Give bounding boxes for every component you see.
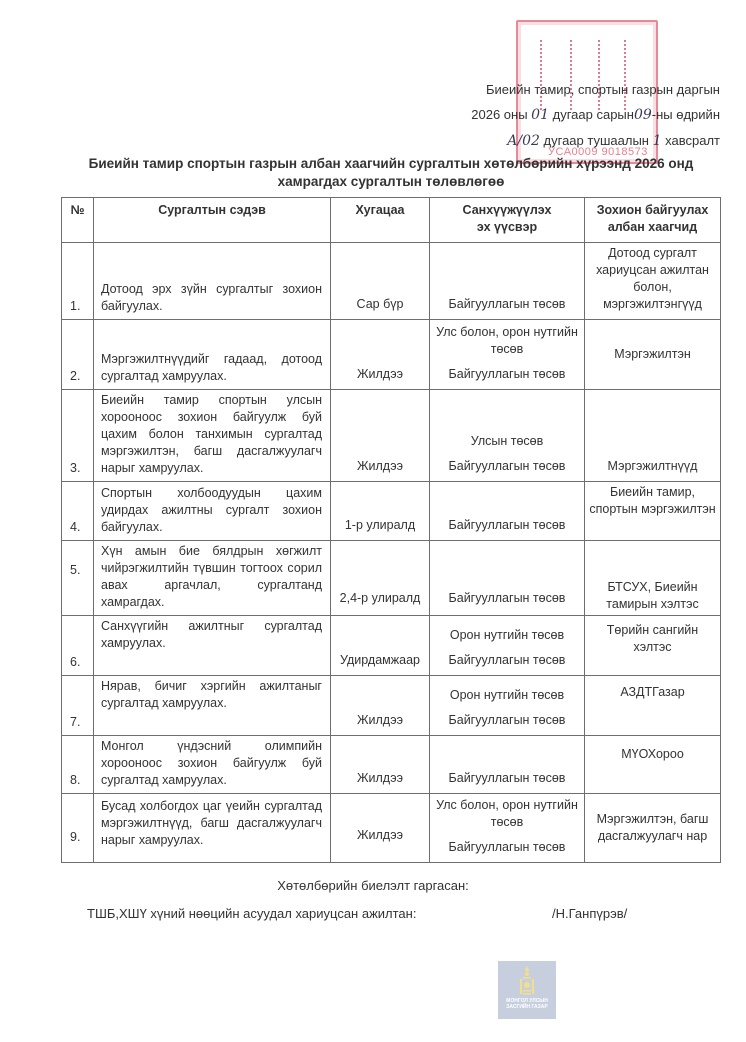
row-organizer: Төрийн сангийн хэлтэс [585,616,721,676]
row-funding: Улс болон, орон нутгийн төсөв Байгууллагын төсөв [430,320,585,390]
row-num: 5. [62,541,94,616]
approval-line-3: A/02 дугаар тушаалын 1 хавсралт [507,133,720,149]
row-num: 7. [62,676,94,736]
training-plan-table [61,197,721,863]
row-organizer: БТСУХ, Биеийн тамирын хэлтэс [585,541,721,616]
row-topic: Спортын холбоодуудын цахим удирдах ажилтны сургалт зохион байгуулах. [94,482,331,541]
table-row [62,736,721,794]
seal-serial: УСА0009 9018573 [548,146,648,158]
header-period: Хугацаа [331,198,430,243]
row-period: Жилдээ [331,390,430,482]
row-organizer: АЗДТГазар [585,676,721,736]
row-period: 1-р улиралд [331,482,430,541]
handwritten-day: 09 [633,107,652,123]
table-row [62,676,721,736]
row-period: Жилдээ [331,676,430,736]
row-organizer: Мэргэжилтнүүд [585,390,721,482]
row-topic: Дотоод эрх зүйн сургалтыг зохион байгуулах. [94,243,331,320]
row-num: 9. [62,794,94,863]
header-funding: Санхүүжүүлэх эх үүсвэр [430,198,585,243]
row-period: Жилдээ [331,320,430,390]
soyombo-emblem-icon [518,966,536,996]
row-funding: Улс болон, орон нутгийн төсөв Байгууллагын төсөв [430,794,585,863]
table-row [62,541,721,616]
row-funding: Орон нутгийн төсөв Байгууллагын төсөв [430,616,585,676]
table-row [62,390,721,482]
row-num: 3. [62,390,94,482]
row-funding: Байгууллагын төсөв [430,541,585,616]
approval-line-2: 2026 оны 01 дугаар сарын09-ны өдрийн [471,107,720,123]
logo-text: МОНГОЛ УЛСЫН ЗАСГИЙН ГАЗАР [506,998,548,1010]
table-row [62,243,721,320]
header-organizer: Зохион байгуулах албан хаагчид [585,198,721,243]
row-organizer: Биеийн тамир, спортын мэргэжилтэн [585,482,721,541]
row-period: Жилдээ [331,736,430,794]
row-topic: Санхүүгийн ажилтныг сургалтад хамруулах. [94,616,331,676]
row-organizer: МҮОХороо [585,736,721,794]
approval-block [471,77,720,154]
table-row [62,482,721,541]
government-logo [498,961,556,1019]
handwritten-month: 01 [531,107,549,123]
row-organizer: Мэргэжилтэн [585,320,721,390]
row-funding: Байгууллагын төсөв [430,243,585,320]
row-funding: Орон нутгийн төсөв Байгууллагын төсөв [430,676,585,736]
header-topic: Сургалтын сэдэв [94,198,331,243]
handwritten-order-number: A/02 [507,133,540,149]
row-funding: Байгууллагын төсөв [430,736,585,794]
table-header-row [62,198,721,243]
row-topic: Биеийн тамир спортын улсын хорооноос зохион байгуулж буй цахим болон танхимын сургалтад мэргэжилтэн, багш дасгалжуулагч нарыг хамруулах. [94,390,331,482]
table-row [62,320,721,390]
signer-role: ТШБ,ХШҮ хүний нөөцийн асуудал хариуцсан ажилтан: [87,906,417,921]
row-period: Сар бүр [331,243,430,320]
footer-heading: Хөтөлбөрийн биелэлт гаргасан: [277,878,469,893]
row-period: Жилдээ [331,794,430,863]
row-organizer: Мэргэжилтэн, багш дасгалжуулагч нар [585,794,721,863]
approval-line-1: Биеийн тамир, спортын газрын даргын [485,82,720,97]
row-topic: Хүн амын бие бялдрын хөгжилт чийрэгжилтийн түвшин тогтоох сорил авах аргачлал, сургалтанд хамрагдах. [94,541,331,616]
row-num: 4. [62,482,94,541]
row-num: 1. [62,243,94,320]
header-num: № [62,198,94,243]
row-topic: Нярав, бичиг хэргийн ажилтаныг сургалтад хамруулах. [94,676,331,736]
handwritten-annex-number: 1 [652,133,662,149]
signer-name: /Н.Ганпүрэв/ [552,906,628,921]
row-funding: Улсын төсөв Байгууллагын төсөв [430,390,585,482]
row-organizer: Дотоод сургалт хариуцсан ажилтан болон, мэргэжилтэнгүүд [585,243,721,320]
row-num: 8. [62,736,94,794]
table-row [62,616,721,676]
row-num: 2. [62,320,94,390]
row-topic: Бусад холбогдох цаг үеийн сургалтад мэргэжилтнүүд, багш дасгалжуулагч нарыг хамруулах. [94,794,331,863]
row-period: 2,4-р улиралд [331,541,430,616]
row-topic: Мэргэжилтнүүдийг гадаад, дотоод сургалтад хамруулах. [94,320,331,390]
row-topic: Монгол үндэсний олимпийн хорооноос зохион байгуулж буй сургалтад хамруулах. [94,736,331,794]
row-funding: Байгууллагын төсөв [430,482,585,541]
row-num: 6. [62,616,94,676]
table-row [62,794,721,863]
document-title: Биеийн тамир спортын газрын албан хаагчийн сургалтын хөтөлбөрийн хүрээнд 2026 онд хамрагдах сургалтын төлөвлөгөө [88,156,694,189]
row-period: Удирдамжаар [331,616,430,676]
